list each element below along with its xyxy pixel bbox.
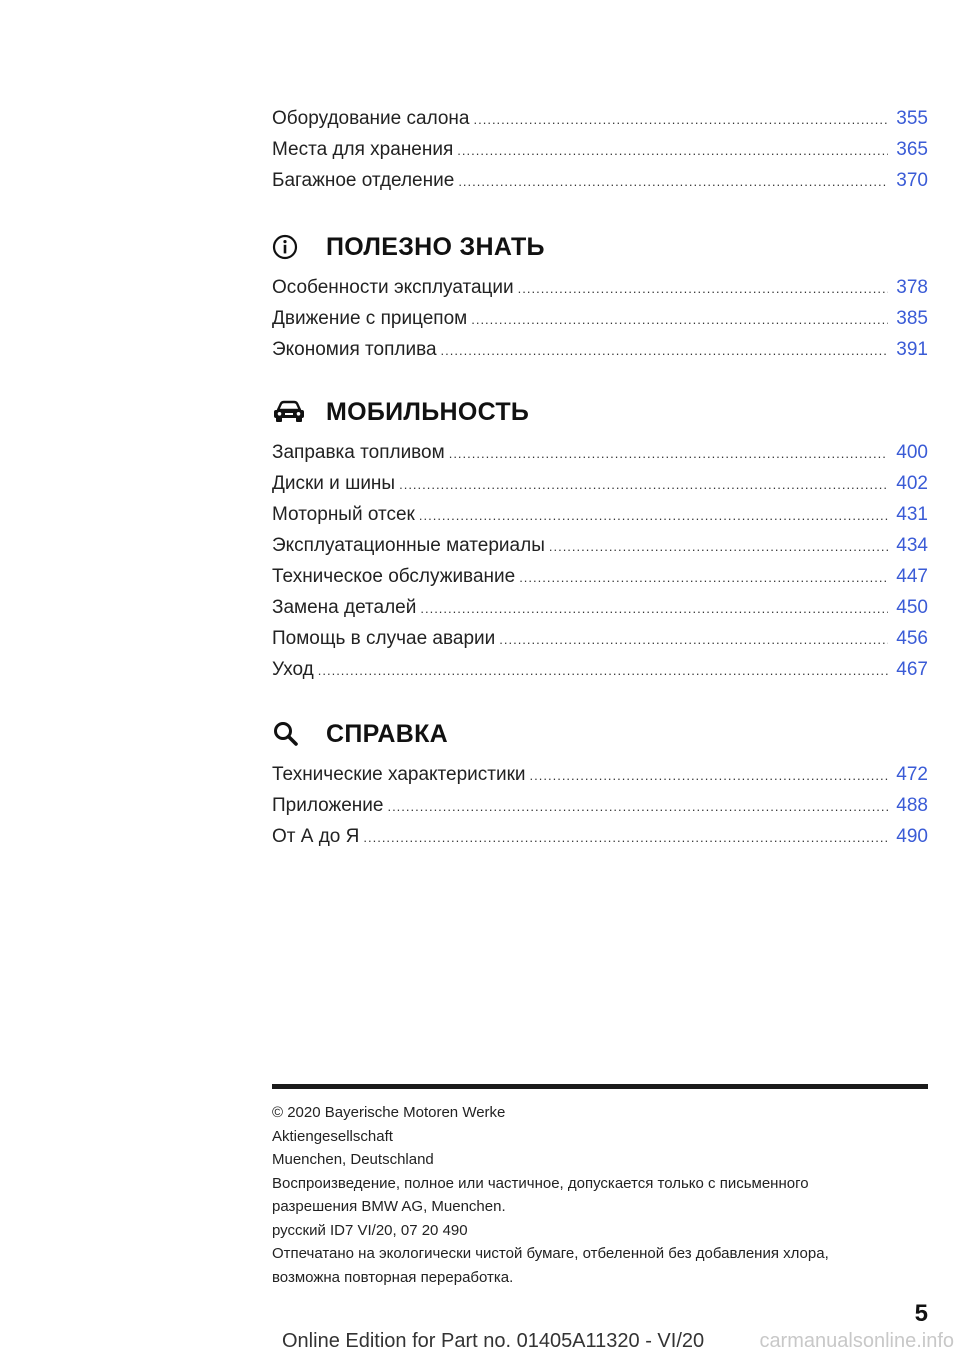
toc-entry-index[interactable]: [272, 821, 928, 852]
toc-entry-title: Технические характеристики: [272, 764, 526, 785]
dot-leader: [474, 104, 889, 135]
imprint-line: Aktiengesellschaft: [272, 1127, 393, 1145]
dot-leader: [449, 438, 888, 469]
toc-page-link[interactable]: 490: [896, 826, 928, 847]
toc-entry-interior-equipment[interactable]: [272, 103, 928, 134]
imprint-line: русский ID7 VI/20, 07 20 490: [272, 1221, 468, 1239]
toc-entry-title: Багажное отделение: [272, 170, 455, 191]
dot-leader: [363, 822, 888, 853]
section-reference: [272, 717, 928, 751]
toc-page-link[interactable]: 385: [896, 308, 928, 329]
info-circle-icon: [272, 232, 312, 262]
imprint-line: разрешения BMW AG, Muenchen.: [272, 1198, 506, 1215]
toc-page-link[interactable]: 488: [896, 795, 928, 816]
toc-entry-appendix[interactable]: [272, 790, 928, 821]
dot-leader: [499, 624, 888, 655]
imprint-line: Воспроизведение, полное или частичное, допускается только с письменного: [272, 1174, 809, 1192]
dot-leader: [518, 273, 888, 304]
footer-divider: [272, 1084, 928, 1089]
imprint-line: Отпечатано на экологически чистой бумаге, отбеленной без добавления хлора,: [272, 1245, 829, 1262]
dot-leader: [399, 469, 888, 500]
toc-page-link[interactable]: 467: [896, 659, 928, 680]
dot-leader: [530, 760, 888, 791]
toc-page-link[interactable]: 431: [896, 504, 928, 525]
toc-page-link[interactable]: 355: [896, 108, 928, 129]
section-useful-to-know: [272, 230, 928, 264]
dot-leader: [471, 304, 888, 335]
toc-entry-title: Диски и шины: [272, 473, 396, 494]
section-heading: ПОЛЕЗНО ЗНАТЬ: [326, 232, 545, 261]
toc-page-link[interactable]: 402: [896, 473, 928, 494]
dot-leader: [519, 562, 888, 593]
toc-entry-title: Замена деталей: [272, 597, 417, 618]
toc-page-link[interactable]: 450: [896, 597, 928, 618]
table-of-contents: [272, 103, 928, 852]
dot-leader: [549, 531, 888, 562]
imprint-block: [272, 1101, 928, 1289]
toc-entry-title: Помощь в случае аварии: [272, 628, 496, 649]
toc-page-link[interactable]: 370: [896, 170, 928, 191]
toc-entry-title: Уход: [272, 659, 314, 680]
toc-entry-operating-features[interactable]: [272, 272, 928, 303]
toc-page-link[interactable]: 472: [896, 764, 928, 785]
toc-entry-technical-data[interactable]: [272, 759, 928, 790]
toc-entry-refueling[interactable]: [272, 437, 928, 468]
car-icon: [272, 397, 312, 427]
toc-entry-title: Приложение: [272, 795, 384, 816]
toc-entry-maintenance[interactable]: [272, 561, 928, 592]
toc-entry-title: Оборудование салона: [272, 108, 470, 129]
toc-page-link[interactable]: 365: [896, 139, 928, 160]
toc-entry-title: Моторный отсек: [272, 504, 415, 525]
dot-leader: [318, 655, 888, 686]
toc-page-link[interactable]: 391: [896, 339, 928, 360]
toc-page-link[interactable]: 434: [896, 535, 928, 556]
toc-entry-title: Экономия топлива: [272, 339, 437, 360]
imprint-line: Muenchen, Deutschland: [272, 1151, 434, 1168]
toc-entry-replacing-parts[interactable]: [272, 592, 928, 623]
dot-leader: [458, 166, 888, 197]
toc-entry-title: Движение с прицепом: [272, 308, 468, 329]
section-mobility: [272, 395, 928, 429]
toc-entry-title: Техническое обслуживание: [272, 566, 516, 587]
toc-page-link[interactable]: 400: [896, 442, 928, 463]
section-heading: МОБИЛЬНОСТЬ: [326, 397, 530, 426]
toc-page-link[interactable]: 456: [896, 628, 928, 649]
toc-entry-fuel-economy[interactable]: [272, 334, 928, 365]
toc-entry-storage[interactable]: [272, 134, 928, 165]
toc-entry-title: Особенности эксплуатации: [272, 277, 514, 298]
dot-leader: [387, 791, 888, 822]
online-edition-note: Online Edition for Part no. 01405A11320 - VI/20: [282, 1330, 705, 1352]
toc-page-link[interactable]: 378: [896, 277, 928, 298]
dot-leader: [441, 335, 888, 366]
toc-entry-luggage-compartment[interactable]: [272, 165, 928, 196]
dot-leader: [457, 135, 888, 166]
toc-page-link[interactable]: 447: [896, 566, 928, 587]
section-heading: СПРАВКА: [326, 719, 449, 748]
toc-entry-care[interactable]: [272, 654, 928, 685]
imprint-line: © 2020 Bayerische Motoren Werke: [272, 1104, 506, 1121]
toc-entry-engine-compartment[interactable]: [272, 499, 928, 530]
watermark: carmanualsonline.info: [759, 1330, 954, 1352]
toc-entry-title: Эксплуатационные материалы: [272, 535, 545, 556]
toc-entry-trailer-towing[interactable]: [272, 303, 928, 334]
toc-entry-title: Места для хранения: [272, 139, 454, 160]
dot-leader: [420, 593, 888, 624]
toc-entry-breakdown-assistance[interactable]: [272, 623, 928, 654]
search-icon: [272, 719, 312, 749]
imprint-line: возможна повторная переработка.: [272, 1268, 514, 1286]
toc-entry-title: Заправка топливом: [272, 442, 445, 463]
dot-leader: [419, 500, 888, 531]
page-number: 5: [914, 1300, 928, 1327]
toc-entry-title: От А до Я: [272, 826, 360, 847]
toc-entry-wheels-tires[interactable]: [272, 468, 928, 499]
toc-entry-operating-materials[interactable]: [272, 530, 928, 561]
